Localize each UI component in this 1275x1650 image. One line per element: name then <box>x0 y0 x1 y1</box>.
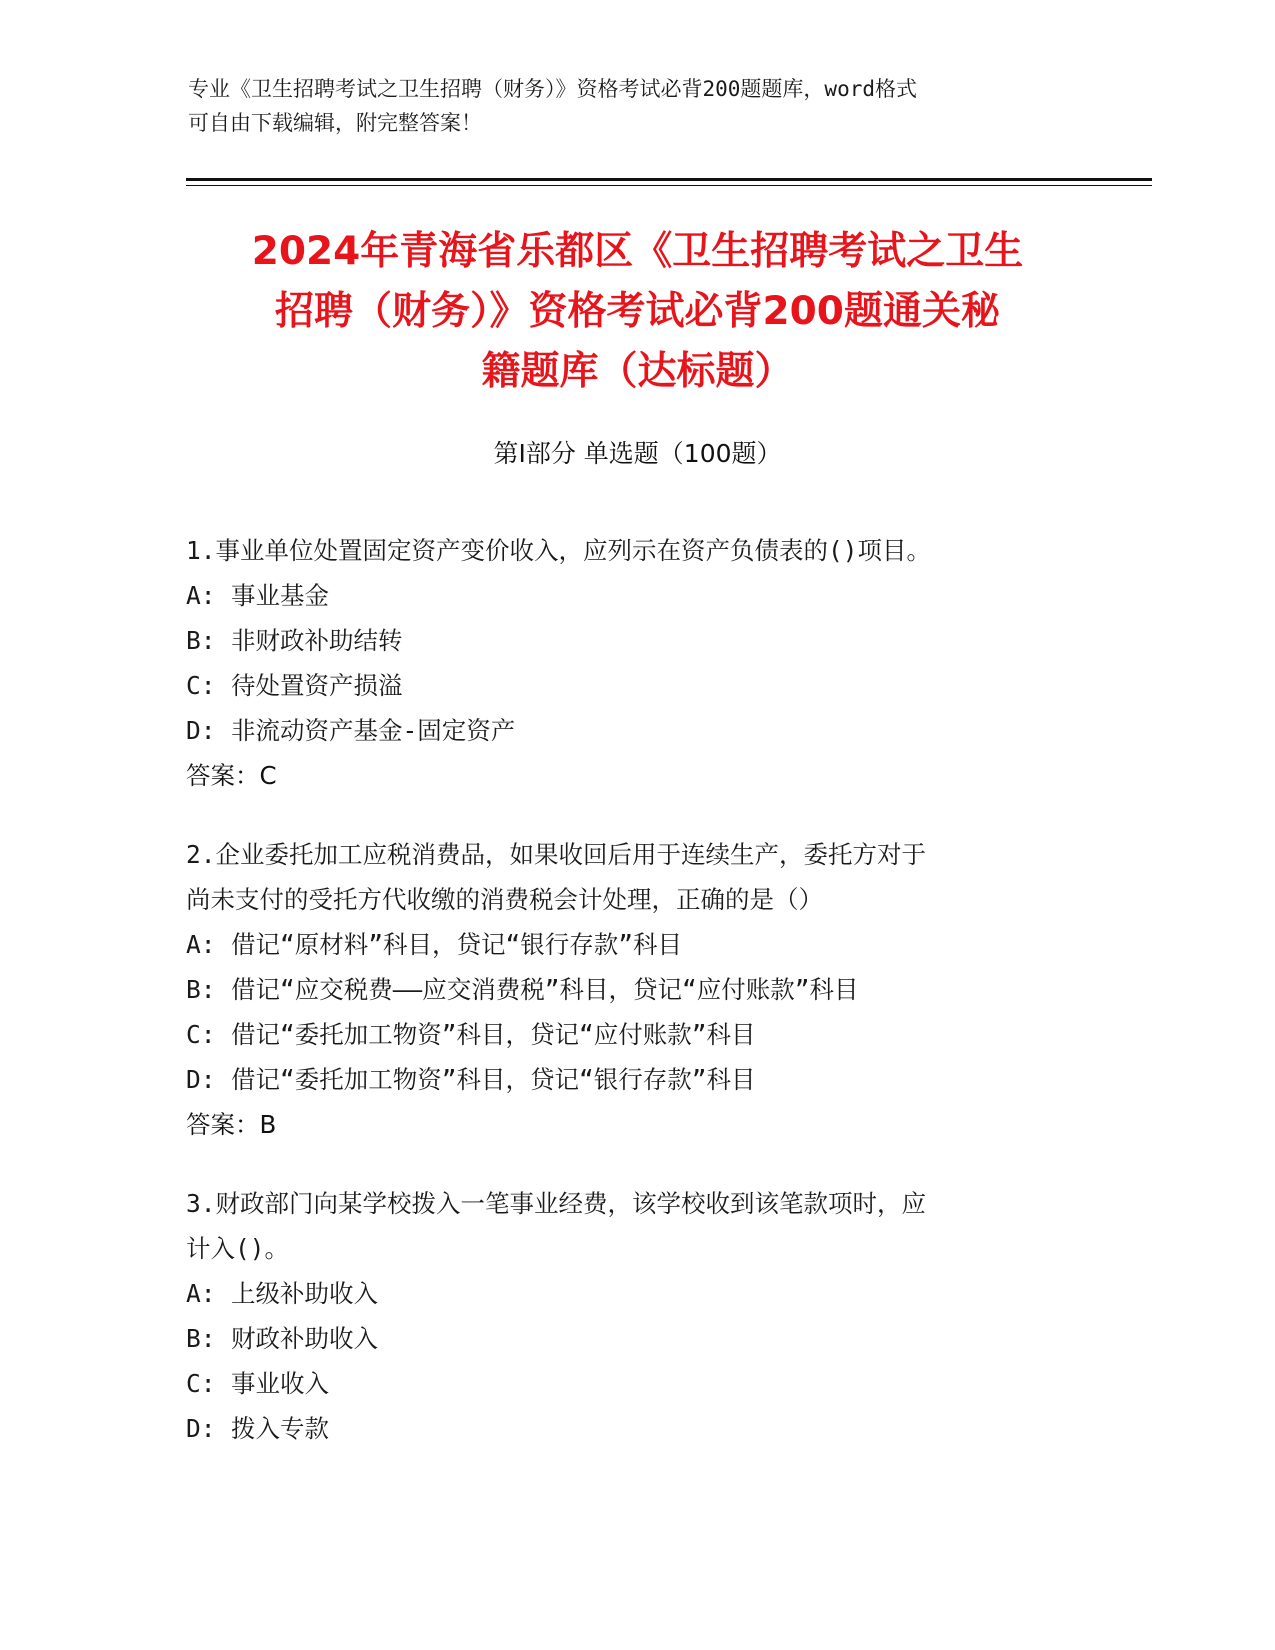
question-stem: 尚未支付的受托方代收缴的消费税会计处理，正确的是（） <box>186 885 823 914</box>
section-heading: 第I部分 单选题（100题） <box>493 439 782 468</box>
header-note-line: 可自由下载编辑，附完整答案！ <box>188 111 482 135</box>
option-text: 借记“原材料”科目，贷记“银行存款”科目 <box>231 930 682 959</box>
question-stem: 计入()。 <box>186 1234 290 1263</box>
question-option <box>186 1057 1086 1102</box>
option-key: B: <box>186 975 216 1004</box>
option-key: A: <box>186 930 216 959</box>
question-option <box>186 708 1086 753</box>
option-key: A: <box>186 581 216 610</box>
header-note <box>188 72 1088 140</box>
option-key: C: <box>186 1020 216 1049</box>
question-stem: 2.企业委托加工应税消费品，如果收回后用于连续生产，委托方对于 <box>186 840 926 869</box>
document-title-line: 招聘（财务）》资格考试必背200题通关秘 <box>275 289 1000 334</box>
option-text: 事业收入 <box>231 1369 329 1398</box>
question-option <box>186 1012 1086 1057</box>
question-stem: 1.事业单位处置固定资产变价收入，应列示在资产负债表的()项目。 <box>186 536 931 565</box>
option-key: D: <box>186 1065 216 1094</box>
question-stem: 3.财政部门向某学校拨入一笔事业经费，该学校收到该笔款项时，应 <box>186 1189 926 1218</box>
option-key: B: <box>186 1324 216 1353</box>
option-text: 上级补助收入 <box>231 1279 378 1308</box>
question-item <box>186 1181 1086 1451</box>
option-text: 非流动资产基金-固定资产 <box>231 716 516 745</box>
question-option <box>186 1316 1086 1361</box>
question-option <box>186 1271 1086 1316</box>
question-option <box>186 1406 1086 1451</box>
question-answer: 答案：C <box>186 761 277 790</box>
header-note-line: 专业《卫生招聘考试之卫生招聘（财务）》资格考试必背200题题库，word格式 <box>188 77 917 101</box>
option-key: D: <box>186 716 216 745</box>
question-option <box>186 618 1086 663</box>
question-option <box>186 922 1086 967</box>
question-option <box>186 663 1086 708</box>
option-key: B: <box>186 626 216 655</box>
document-title-line: 籍题库（达标题） <box>481 349 794 394</box>
question-list <box>186 528 1086 1485</box>
document-title-line: 2024年青海省乐都区《卫生招聘考试之卫生 <box>251 229 1024 274</box>
question-item <box>186 832 1086 1147</box>
question-option <box>186 573 1086 618</box>
option-text: 借记“委托加工物资”科目，贷记“应付账款”科目 <box>231 1020 756 1049</box>
option-text: 拨入专款 <box>231 1414 329 1443</box>
option-key: C: <box>186 671 216 700</box>
header-rule-thin <box>186 185 1152 186</box>
option-key: C: <box>186 1369 216 1398</box>
document-title <box>160 222 1115 402</box>
option-text: 借记“应交税费——应交消费税”科目，贷记“应付账款”科目 <box>231 975 859 1004</box>
option-key: D: <box>186 1414 216 1443</box>
question-option <box>186 967 1086 1012</box>
option-text: 非财政补助结转 <box>231 626 403 655</box>
question-option <box>186 1361 1086 1406</box>
question-item <box>186 528 1086 798</box>
option-text: 事业基金 <box>231 581 329 610</box>
option-text: 财政补助收入 <box>231 1324 378 1353</box>
option-key: A: <box>186 1279 216 1308</box>
option-text: 待处置资产损溢 <box>231 671 403 700</box>
header-rule-thick <box>186 178 1152 181</box>
option-text: 借记“委托加工物资”科目，贷记“银行存款”科目 <box>231 1065 756 1094</box>
question-answer: 答案：B <box>186 1110 277 1139</box>
